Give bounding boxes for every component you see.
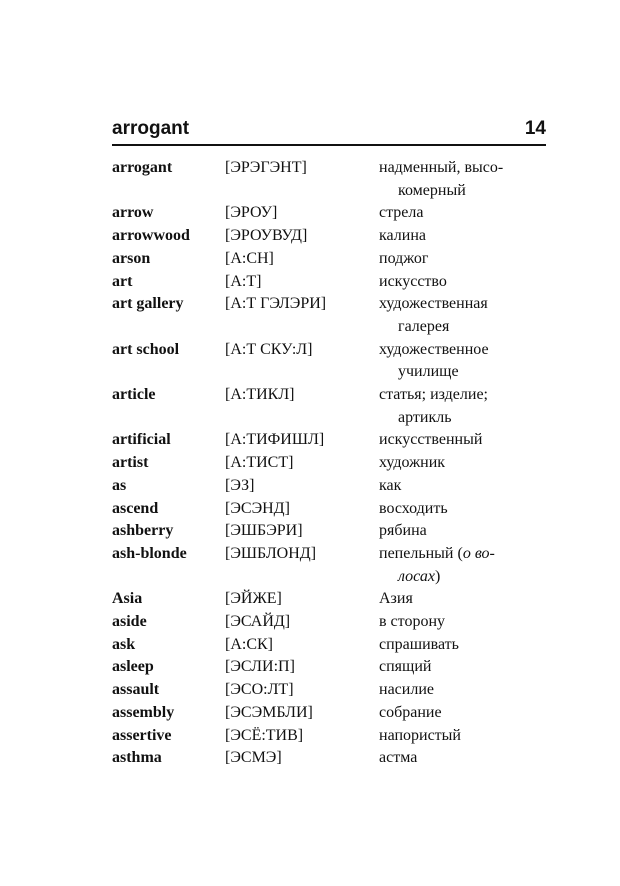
entry-transcription: [А:СН]	[225, 249, 274, 267]
entry-translation	[379, 725, 549, 748]
entry-transcription: [ЭРОУВУД]	[225, 227, 308, 245]
translation-line: надменный, высо-	[379, 159, 504, 176]
dictionary-entry	[112, 202, 552, 225]
dictionary-entry	[112, 725, 552, 748]
dictionary-entry	[112, 679, 552, 702]
translation-line: астма	[379, 749, 418, 767]
translation-line: насилие	[379, 681, 434, 699]
entry-word: as	[112, 476, 127, 494]
entry-word: aside	[112, 613, 147, 631]
entry-transcription: [ЭРЭГЭНТ]	[225, 159, 307, 176]
entry-transcription: [А:Т СКУ:Л]	[225, 340, 313, 358]
entry-transcription: [А:Т ГЭЛЭРИ]	[225, 295, 327, 313]
translation-line: калина	[379, 227, 426, 245]
translation-line: галерея	[398, 317, 450, 335]
entry-transcription: [ЭШБЭРИ]	[225, 522, 303, 540]
translation-line: художественное	[379, 340, 489, 358]
entry-translation	[379, 293, 549, 338]
entry-translation	[379, 271, 549, 294]
entry-word: ashberry	[112, 522, 174, 540]
entry-transcription: [ЭЙЖЕ]	[225, 590, 282, 608]
translation-line: спрашивать	[379, 635, 459, 653]
entry-word: assembly	[112, 703, 175, 721]
dictionary-entry	[112, 702, 552, 725]
entry-transcription: [ЭСАЙД]	[225, 613, 291, 631]
dictionary-entry	[112, 429, 552, 452]
dictionary-entry	[112, 271, 552, 294]
translation-line: лосах)	[398, 567, 441, 585]
entry-word: arrow	[112, 204, 154, 222]
page-header	[112, 117, 546, 141]
entry-transcription: [ЭСМЭ]	[225, 749, 282, 767]
entry-translation	[379, 543, 549, 588]
italic-note: лосах	[398, 567, 435, 585]
dictionary-entry	[112, 747, 552, 770]
entry-word: arson	[112, 249, 151, 267]
translation-line: спящий	[379, 658, 432, 676]
entry-transcription: [ЭСЭМБЛИ]	[225, 703, 313, 721]
entry-word: art gallery	[112, 295, 184, 313]
translation-line: как	[379, 476, 402, 494]
entry-translation	[379, 656, 549, 679]
translation-line: собрание	[379, 703, 442, 721]
entry-translation	[379, 702, 549, 725]
entry-word: assault	[112, 681, 160, 699]
dictionary-entry	[112, 475, 552, 498]
dictionary-entry	[112, 293, 552, 338]
entry-translation	[379, 747, 549, 770]
entry-translation	[379, 679, 549, 702]
dictionary-entry	[112, 520, 552, 543]
entry-translation	[379, 157, 549, 202]
translation-line: Азия	[379, 590, 413, 608]
dictionary-entry	[112, 452, 552, 475]
page-number: 14	[524, 118, 546, 139]
entry-transcription: [А:ТИФИШЛ]	[225, 431, 325, 449]
translation-line: статья; изделие;	[379, 386, 488, 404]
entry-translation	[379, 634, 549, 657]
entry-transcription: [ЭРОУ]	[225, 204, 278, 222]
entry-list	[112, 157, 552, 770]
entry-word: art	[112, 272, 133, 290]
entry-translation	[379, 498, 549, 521]
dictionary-entry	[112, 339, 552, 384]
entry-word: ask	[112, 635, 136, 653]
translation-line: артикль	[398, 408, 452, 426]
entry-transcription: [А:СК]	[225, 635, 273, 653]
entry-word: artificial	[112, 431, 171, 449]
entry-translation	[379, 520, 549, 543]
translation-line: искусственный	[379, 431, 483, 449]
entry-word: arrowwood	[112, 227, 190, 245]
entry-translation	[379, 384, 549, 429]
entry-transcription: [А:ТИСТ]	[225, 454, 294, 472]
entry-translation	[379, 611, 549, 634]
running-headword: arrogant	[112, 118, 190, 139]
entry-transcription: [ЭСЁ:ТИВ]	[225, 726, 304, 744]
dictionary-entry	[112, 498, 552, 521]
translation-line: училище	[398, 363, 459, 381]
entry-transcription: [А:ТИКЛ]	[225, 386, 295, 404]
entry-word: Asia	[112, 590, 143, 608]
header-rule	[112, 144, 546, 146]
dictionary-entry	[112, 588, 552, 611]
italic-note: о во-	[462, 544, 495, 562]
translation-line: напористый	[379, 726, 461, 744]
entry-word: assertive	[112, 726, 172, 744]
entry-transcription: [ЭСЛИ:П]	[225, 658, 295, 676]
dictionary-entry	[112, 611, 552, 634]
entry-transcription: [ЭСО:ЛТ]	[225, 681, 294, 699]
entry-translation	[379, 588, 549, 611]
translation-line: поджог	[379, 249, 429, 267]
dictionary-entry	[112, 384, 552, 429]
translation-line: комерный	[398, 181, 466, 199]
entry-word: arrogant	[112, 159, 173, 176]
entry-word: art school	[112, 340, 180, 358]
dictionary-entry	[112, 225, 552, 248]
translation-line: восходить	[379, 499, 448, 517]
dictionary-entry	[112, 157, 552, 202]
entry-transcription: [ЭШБЛОНД]	[225, 544, 317, 562]
entry-translation	[379, 248, 549, 271]
translation-line: рябина	[379, 522, 427, 540]
entry-translation	[379, 475, 549, 498]
entry-translation	[379, 429, 549, 452]
entry-word: ascend	[112, 499, 159, 517]
translation-line: художественная	[379, 295, 488, 313]
entry-transcription: [ЭСЭНД]	[225, 499, 290, 517]
entry-word: asthma	[112, 749, 162, 767]
entry-word: artist	[112, 454, 149, 472]
entry-translation	[379, 225, 549, 248]
translation-line: стрела	[379, 204, 424, 222]
entry-translation	[379, 452, 549, 475]
translation-line: искусство	[379, 272, 447, 290]
entry-translation	[379, 339, 549, 384]
entry-translation	[379, 202, 549, 225]
dictionary-entry	[112, 543, 552, 588]
translation-line: в сторону	[379, 613, 445, 631]
translation-line: художник	[379, 454, 446, 472]
entry-transcription: [А:Т]	[225, 272, 262, 290]
dictionary-entry	[112, 634, 552, 657]
entry-transcription: [ЭЗ]	[225, 476, 255, 494]
entry-word: ash-blonde	[112, 544, 187, 562]
entry-word: article	[112, 386, 156, 404]
dictionary-entry	[112, 656, 552, 679]
translation-line: пепельный (о во-	[379, 544, 495, 562]
dictionary-entry	[112, 248, 552, 271]
entry-word: asleep	[112, 658, 154, 676]
